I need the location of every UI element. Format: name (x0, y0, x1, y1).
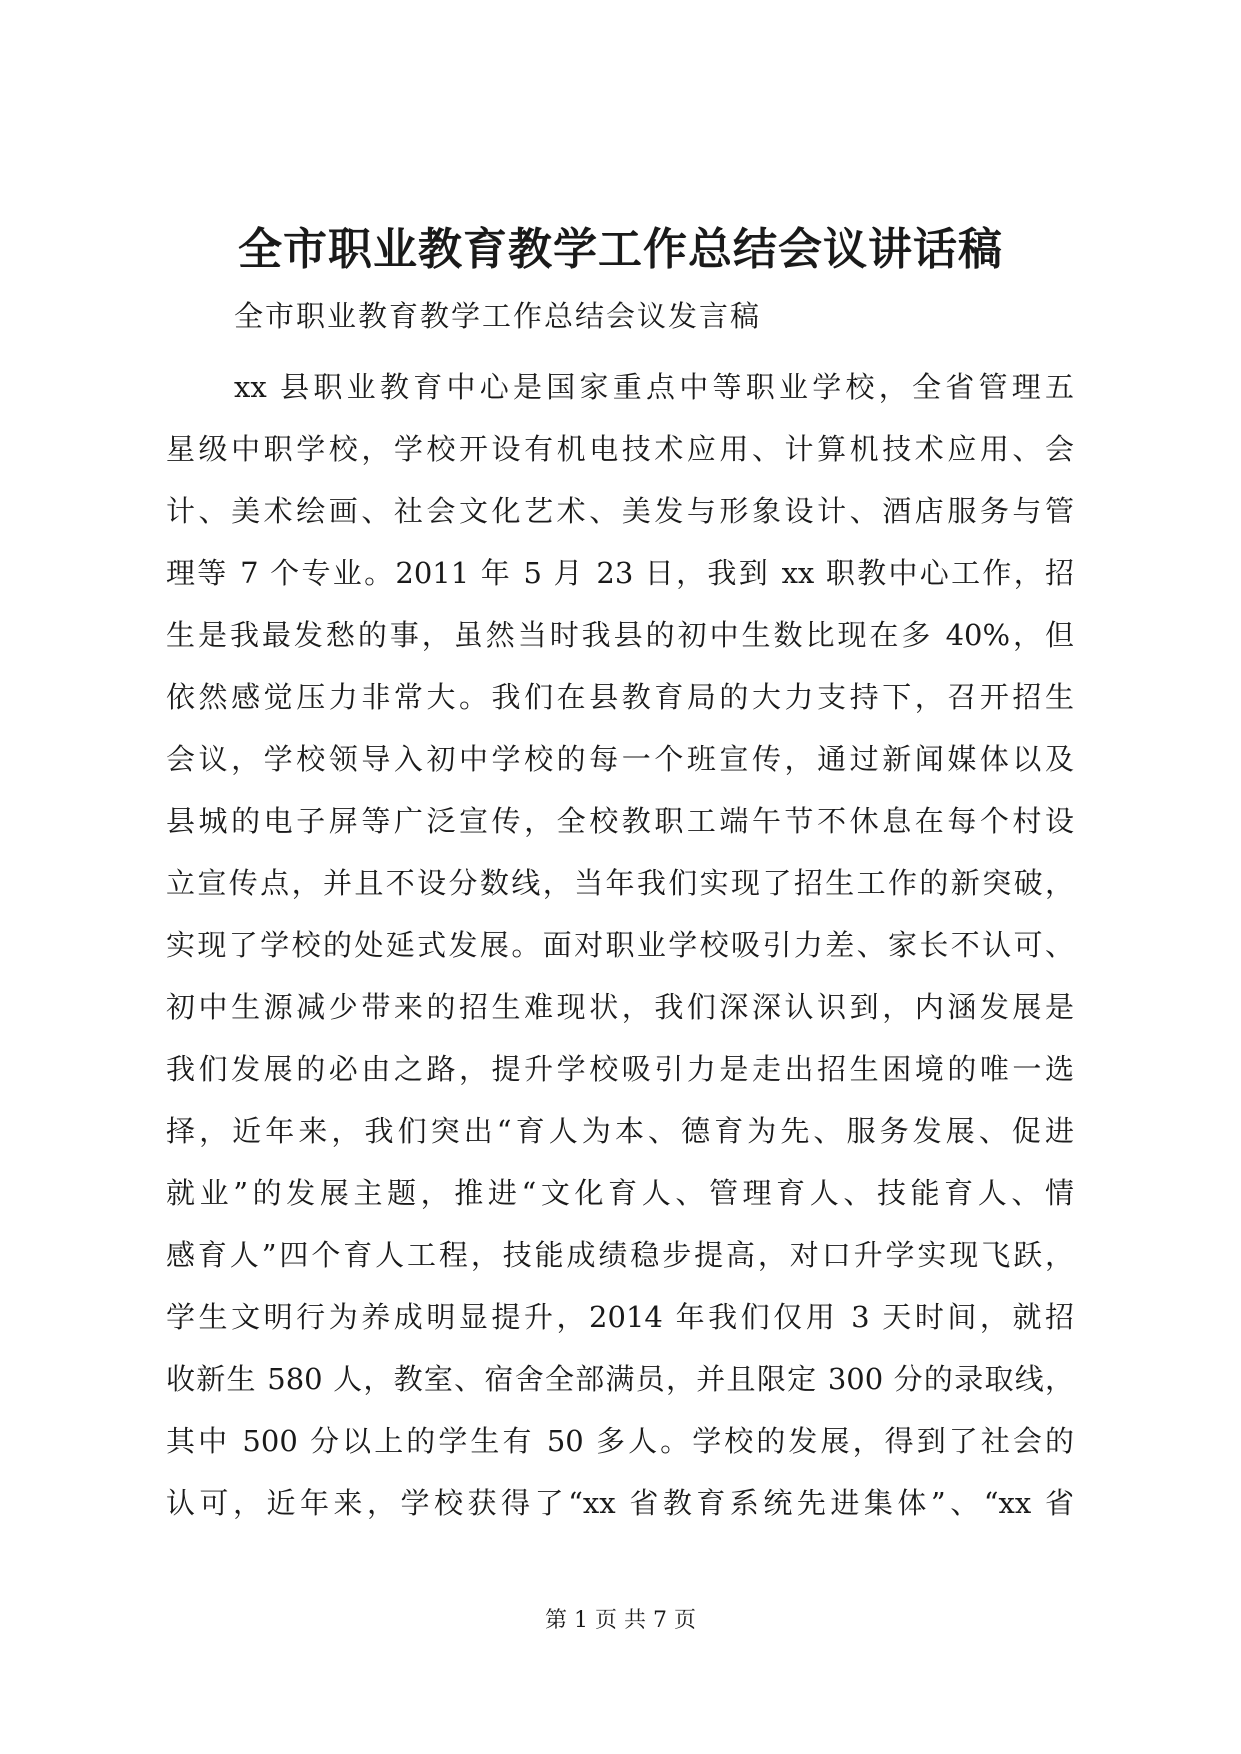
body-line: 初中生源减少带来的招生难现状，我们深深认识到，内涵发展是 (166, 990, 1074, 1024)
document-title: 全市职业教育教学工作总结会议讲话稿 (238, 224, 1003, 275)
body-line: 我们发展的必由之路，提升学校吸引力是走出招生困境的唯一选 (166, 1052, 1074, 1086)
body-line: 依然感觉压力非常大。我们在县教育局的大力支持下，召开招生 (166, 680, 1074, 714)
page-footer: 第 1 页 共 7 页 (545, 1608, 696, 1633)
body-line: 计、美术绘画、社会文化艺术、美发与形象设计、酒店服务与管 (166, 494, 1074, 528)
body-line: 感育人”四个育人工程，技能成绩稳步提高，对口升学实现飞跃， (166, 1238, 1074, 1272)
body-line: 认可，近年来，学校获得了“xx 省教育系统先进集体”、“xx 省 (166, 1486, 1074, 1520)
body-line: 学生文明行为养成明显提升，2014 年我们仅用 3 天时间，就招 (166, 1300, 1074, 1334)
body-line: 县城的电子屏等广泛宣传，全校教职工端午节不休息在每个村设 (166, 804, 1074, 838)
body-line: 实现了学校的处延式发展。面对职业学校吸引力差、家长不认可、 (166, 928, 1074, 962)
body-line: 会议，学校领导入初中学校的每一个班宣传，通过新闻媒体以及 (166, 742, 1074, 776)
body-line: 择，近年来，我们突出“育人为本、德育为先、服务发展、促进 (166, 1114, 1074, 1148)
body-line: 收新生 580 人，教室、宿舍全部满员，并且限定 300 分的录取线， (166, 1362, 1074, 1396)
body-line: 星级中职学校，学校开设有机电技术应用、计算机技术应用、会 (166, 432, 1074, 466)
body-line: 其中 500 分以上的学生有 50 多人。学校的发展，得到了社会的 (166, 1424, 1074, 1458)
body-line: 就业”的发展主题，推进“文化育人、管理育人、技能育人、情 (166, 1176, 1074, 1210)
document-subtitle: 全市职业教育教学工作总结会议发言稿 (234, 299, 762, 333)
body-line: 理等 7 个专业。2011 年 5 月 23 日，我到 xx 职教中心工作，招 (166, 556, 1074, 590)
body-line: xx 县职业教育中心是国家重点中等职业学校，全省管理五 (234, 370, 1074, 404)
body-line: 立宣传点，并且不设分数线，当年我们实现了招生工作的新突破， (166, 866, 1074, 900)
body-paragraph (166, 356, 1074, 1534)
body-line: 生是我最发愁的事，虽然当时我县的初中生数比现在多 40%，但 (166, 618, 1074, 652)
